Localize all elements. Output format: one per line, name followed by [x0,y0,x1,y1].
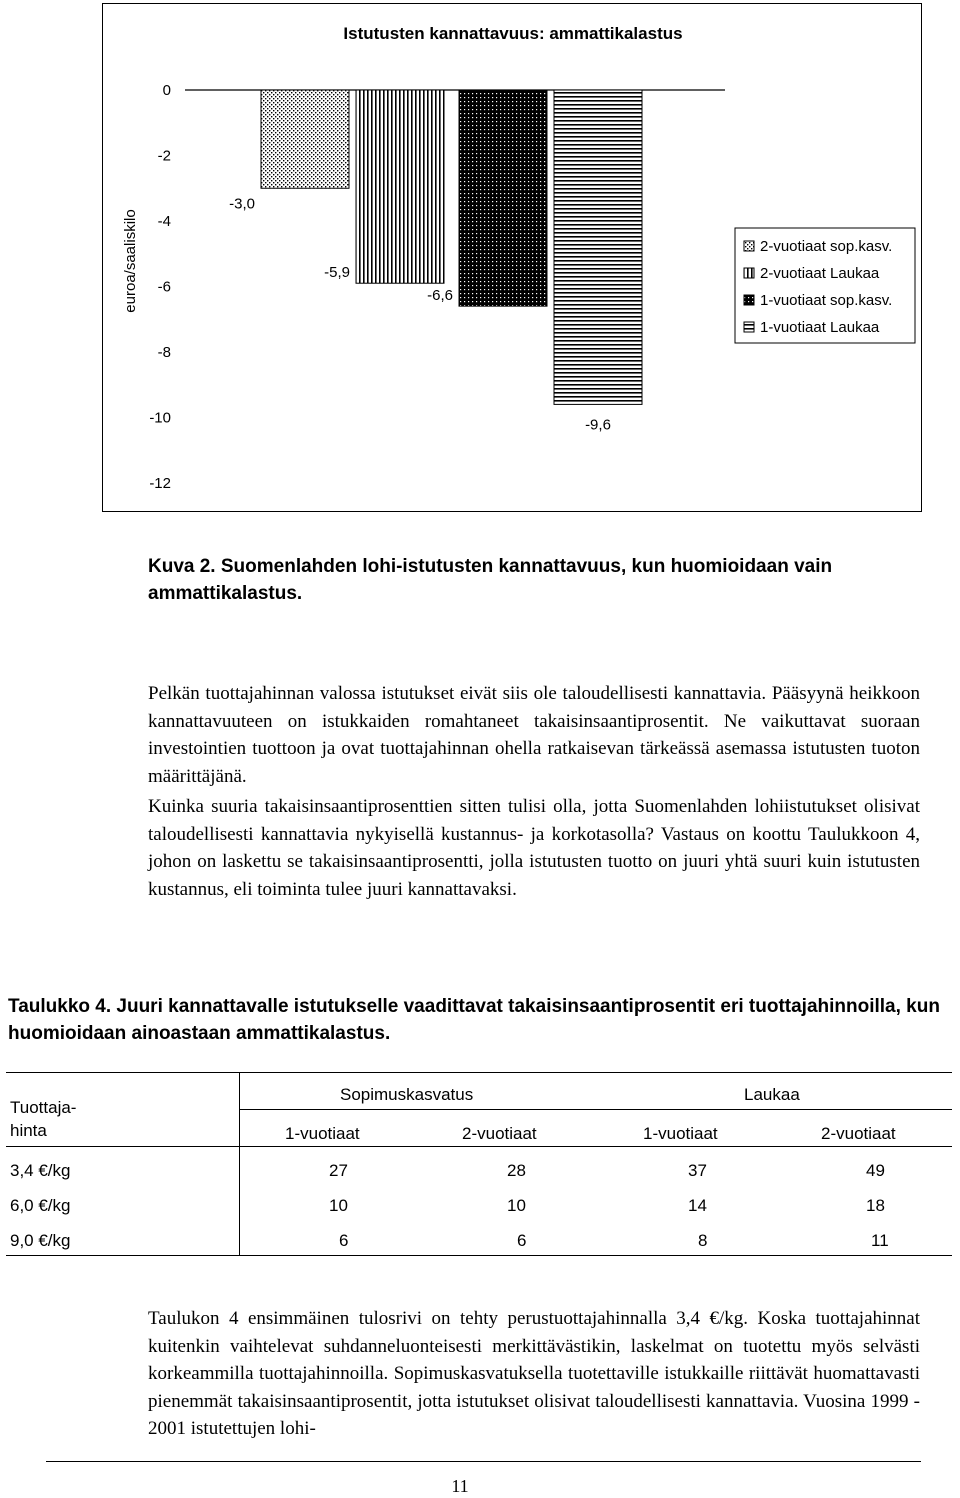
y-tick-label: -10 [149,409,171,427]
bar-value-label-4: -9,6 [585,416,611,434]
table-header-rule [6,1146,952,1147]
chart-frame [102,3,922,512]
y-tick-label: -2 [157,147,171,165]
bar-value-label-3: -6,6 [427,287,453,305]
legend-label-1: 2-vuotiaat sop.kasv. [760,238,893,255]
row-1-col-2: 28 [507,1161,526,1180]
row-1-col-4: 49 [866,1161,885,1180]
table-top-rule [6,1072,952,1073]
group-header-sopimuskasvatus: Sopimuskasvatus [340,1085,474,1104]
legend-swatch-4 [744,322,754,332]
legend-label-4: 1-vuotiaat Laukaa [760,319,880,336]
bar-2 [356,90,444,283]
data-table [6,1072,958,1257]
chart-title: Istutusten kannattavuus: ammattikalastus [343,24,683,43]
legend-swatch-1 [744,241,754,251]
legend-swatch-2 [744,268,754,278]
footer-rule [46,1461,921,1462]
column-header-3: 1-vuotiaat [643,1124,718,1143]
group-header-laukaa: Laukaa [744,1085,800,1104]
bar-chart [103,4,923,513]
row-3-col-1: 6 [339,1231,349,1250]
row-3-col-4: 11 [871,1231,889,1250]
y-tick-label: 0 [162,82,171,99]
legend-swatch-3 [744,295,754,305]
bar-value-label-2: -5,9 [324,264,350,282]
bar-1 [261,90,349,188]
legend-label-3: 1-vuotiaat sop.kasv. [760,292,893,309]
legend [735,228,915,343]
table-bottom-rule [6,1255,952,1256]
column-header-2: 2-vuotiaat [462,1124,537,1143]
y-axis-ticks [149,82,171,492]
row-2-price: 6,0 €/kg [10,1196,71,1215]
y-tick-label: -12 [149,475,171,492]
bar-value-label-1: -3,0 [229,195,255,213]
row-2-col-1: 10 [329,1196,348,1215]
row-2-col-2: 10 [507,1196,526,1215]
table-column-divider [239,1072,240,1255]
figure-caption: Kuva 2. Suomenlahden lohi-istutusten kannattavuus, kun huomioidaan vain ammattikalastus. [148,556,833,604]
paragraph-1: Pelkän tuottajahinnan valossa istutukset eivät siis ole taloudellisesti kannattavia. Pääsyynä heikkoon kannattavuuteen on istukkaiden romahtaneet takaisinsaantiprosentit. Ne vaikuttavat suoraan investointien tuottoon ja ovat tuottajahinnan ohella ratkaisevan tärkeässä asemassa istutusten tuoton määrittäjänä. [148,683,920,787]
table-group-rule [240,1109,952,1110]
row-header-label-2: hinta [10,1121,47,1140]
bar-4 [554,90,642,404]
bar-3 [459,90,547,306]
y-tick-label: -8 [157,344,171,361]
y-tick-label: -4 [157,213,171,230]
paragraph-2: Kuinka suuria takaisinsaantiprosenttien sitten tulisi olla, jotta Suomenlahden lohiistutukset olisivat taloudellisesti kannattavia nykyisellä kustannus- ja korkotasolla? Vastaus on koottu Taulukkoon 4, johon on laskettu se takaisinsaantiprosentti, jolla istutusten tuotto on juuri yhtä suuri kuin istutusten kustannus, eli toiminta tulee juuri kannattavaksi. [148,796,920,900]
row-1-col-3: 37 [688,1161,707,1180]
legend-label-2: 2-vuotiaat Laukaa [760,265,880,282]
paragraph-3: Taulukon 4 ensimmäinen tulosrivi on tehty perustuottajahinnalla 3,4 €/kg. Koska tuottajahinnat kuitenkin vaihtelevat suhdanneluonteisesti merkittävästikin, laskelmat on tuotettu myös selvästi korkeammilla tuottajahinnoilla. Sopimuskasvatuksella tuotettaville istukkaille riittävät huomattavasti pienemmät takaisinsaantiprosentit, jotta istutukset olisivat taloudellisesti kannattavia. Vuosina 1999 - 2001 istutettujen lohi- [148,1308,920,1439]
row-1-price: 3,4 €/kg [10,1161,71,1180]
row-2-col-4: 18 [866,1196,885,1215]
y-axis-label: euroa/saaliskilo [122,209,139,313]
row-3-col-3: 8 [698,1231,708,1250]
row-header-label-1: Tuottaja- [10,1098,77,1117]
row-3-col-2: 6 [517,1231,527,1250]
page-number: 11 [451,1476,469,1496]
bars [261,90,642,404]
column-header-4: 2-vuotiaat [821,1124,896,1143]
table-title: Taulukko 4. Juuri kannattavalle istutukselle vaadittavat takaisinsaantiprosentit eri tuottajahinnoilla, kun huomioidaan ainoastaan ammattikalastus. [8,996,940,1044]
row-1-col-1: 27 [329,1161,348,1180]
row-3-price: 9,0 €/kg [10,1231,71,1250]
row-2-col-3: 14 [688,1196,707,1215]
column-header-1: 1-vuotiaat [285,1124,360,1143]
y-tick-label: -6 [157,278,171,296]
